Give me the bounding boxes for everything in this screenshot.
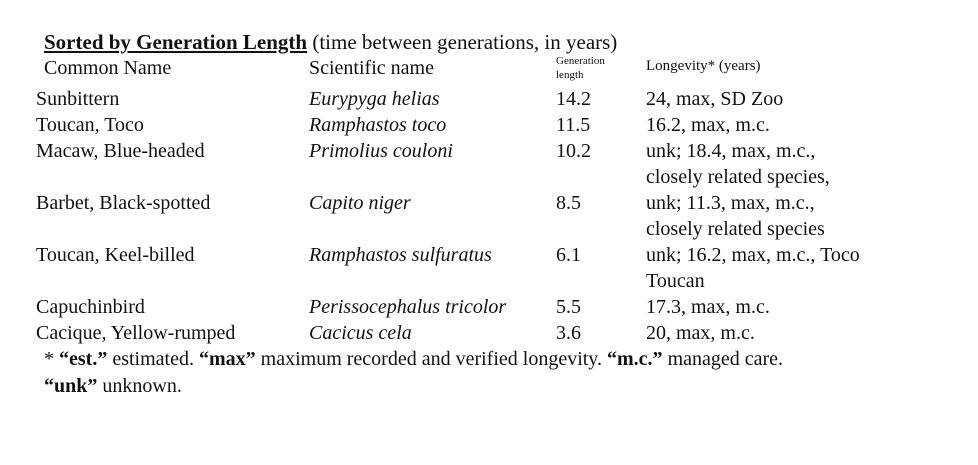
footnote-unk-def: unknown. bbox=[97, 375, 182, 397]
longevity-line: 17.3, max, m.c. bbox=[646, 296, 770, 318]
longevity-line: unk; 11.3, max, m.c., bbox=[646, 192, 815, 214]
footnote-unk-term: “unk” bbox=[44, 375, 98, 397]
cell-generation-length: 10.2 bbox=[556, 140, 591, 162]
cell-scientific-name: Primolius couloni bbox=[309, 140, 453, 162]
header-scientific-name: Scientific name bbox=[309, 57, 434, 79]
longevity-line: 20, max, m.c. bbox=[646, 322, 755, 344]
longevity-line: unk; 16.2, max, m.c., Toco bbox=[646, 244, 860, 266]
cell-common-name: Barbet, Black-spotted bbox=[36, 192, 211, 214]
cell-common-name: Toucan, Toco bbox=[36, 114, 144, 136]
header-generation-line2: length bbox=[556, 69, 584, 81]
cell-generation-length: 8.5 bbox=[556, 192, 581, 214]
cell-longevity bbox=[646, 242, 906, 294]
longevity-line: Toucan bbox=[646, 270, 705, 292]
cell-scientific-name: Perissocephalus tricolor bbox=[309, 296, 507, 318]
table-body bbox=[0, 86, 978, 346]
cell-longevity bbox=[646, 190, 906, 242]
cell-scientific-name: Cacicus cela bbox=[309, 322, 412, 344]
cell-scientific-name: Capito niger bbox=[309, 192, 411, 214]
footnote-mc-term: “m.c.” bbox=[607, 348, 663, 370]
table-row bbox=[0, 242, 978, 294]
footnote-mc-def: managed care. bbox=[662, 348, 784, 370]
header-common-name: Common Name bbox=[44, 57, 172, 79]
cell-generation-length: 3.6 bbox=[556, 322, 581, 344]
cell-scientific-name: Ramphastos toco bbox=[309, 114, 447, 136]
table-row bbox=[0, 294, 978, 320]
footnote-max-def: maximum recorded and verified longevity. bbox=[255, 348, 608, 370]
cell-common-name: Toucan, Keel-billed bbox=[36, 244, 195, 266]
cell-longevity bbox=[646, 294, 906, 320]
cell-generation-length: 11.5 bbox=[556, 114, 591, 136]
longevity-line: 24, max, SD Zoo bbox=[646, 88, 784, 110]
longevity-line: 16.2, max, m.c. bbox=[646, 114, 770, 136]
footnote-est-def: estimated. bbox=[107, 348, 199, 370]
header-generation-line1: Generation bbox=[556, 55, 605, 67]
longevity-line: closely related species, bbox=[646, 166, 830, 188]
cell-common-name: Macaw, Blue-headed bbox=[36, 140, 205, 162]
table-row bbox=[0, 190, 978, 242]
cell-common-name: Sunbittern bbox=[36, 88, 120, 110]
table-row bbox=[0, 112, 978, 138]
footnote bbox=[44, 346, 924, 400]
table-row bbox=[0, 86, 978, 112]
title-subtitle: (time between generations, in years) bbox=[312, 30, 618, 54]
cell-common-name: Cacique, Yellow-rumped bbox=[36, 322, 236, 344]
footnote-star: * bbox=[44, 348, 59, 370]
footnote-max-term: “max” bbox=[198, 348, 256, 370]
table-title bbox=[44, 30, 617, 54]
cell-common-name: Capuchinbird bbox=[36, 296, 145, 318]
cell-scientific-name: Ramphastos sulfuratus bbox=[309, 244, 492, 266]
longevity-line: closely related species bbox=[646, 218, 825, 240]
header-longevity: Longevity* (years) bbox=[646, 58, 761, 74]
table-row bbox=[0, 320, 978, 346]
cell-generation-length: 5.5 bbox=[556, 296, 581, 318]
longevity-line: unk; 18.4, max, m.c., bbox=[646, 140, 816, 162]
cell-longevity bbox=[646, 86, 906, 112]
cell-generation-length: 6.1 bbox=[556, 244, 581, 266]
footnote-line-2 bbox=[44, 373, 924, 400]
cell-longevity bbox=[646, 320, 906, 346]
table-row bbox=[0, 138, 978, 190]
footnote-est-term: “est.” bbox=[59, 348, 108, 370]
cell-scientific-name: Eurypyga helias bbox=[309, 88, 440, 110]
cell-longevity bbox=[646, 138, 906, 190]
cell-longevity bbox=[646, 112, 906, 138]
title-main: Sorted by Generation Length bbox=[44, 30, 308, 54]
cell-generation-length: 14.2 bbox=[556, 88, 591, 110]
footnote-line-1 bbox=[44, 346, 924, 373]
